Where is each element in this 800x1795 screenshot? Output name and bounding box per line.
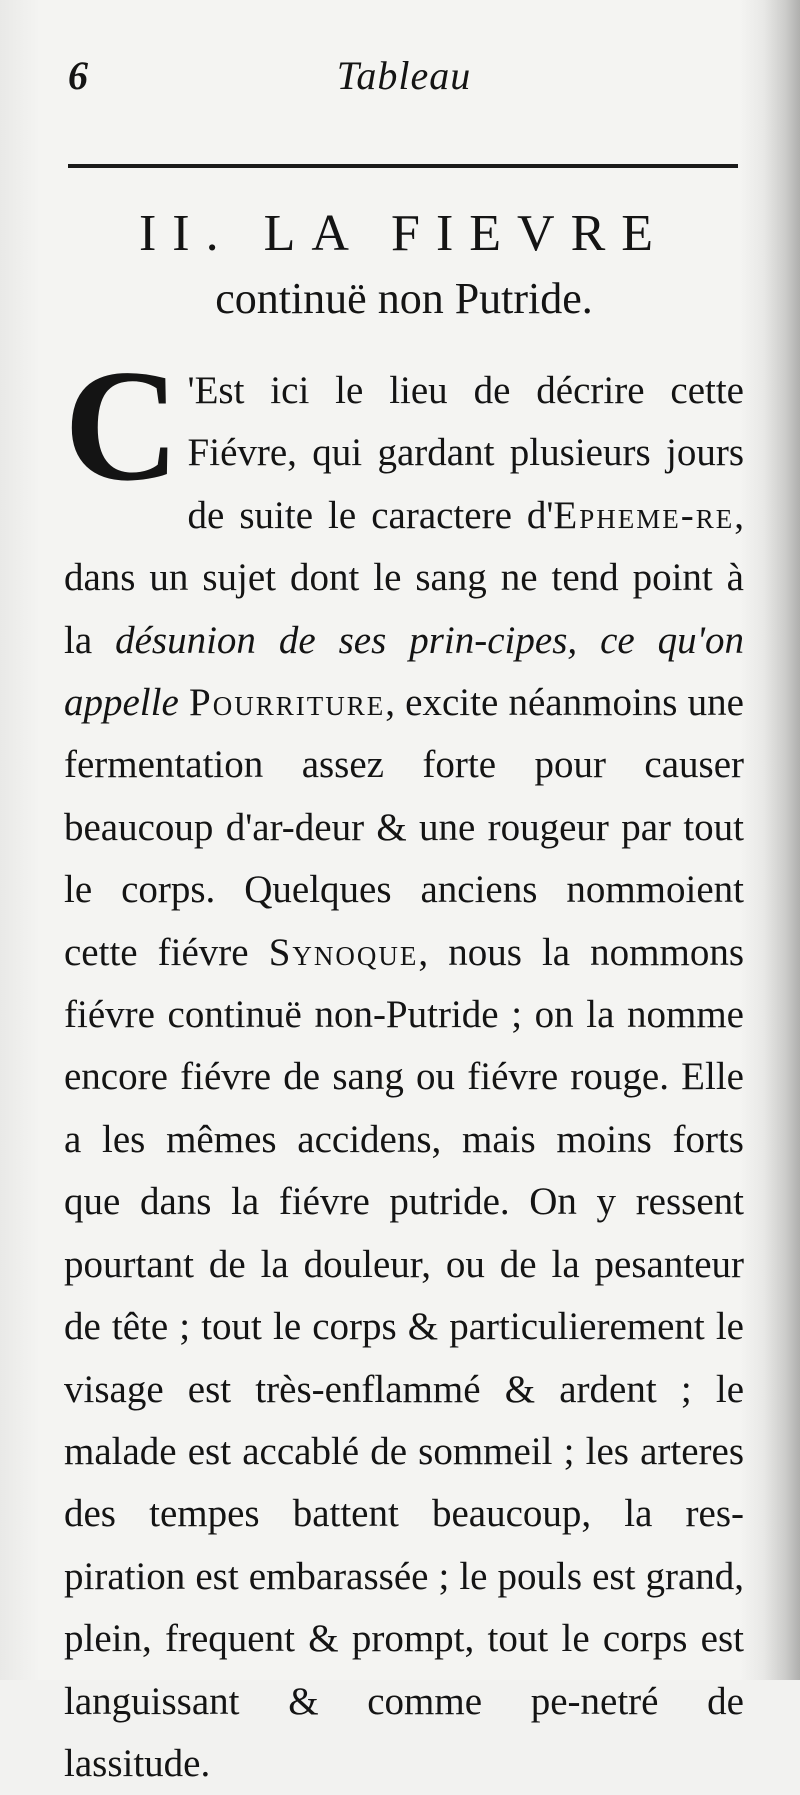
text-segment bbox=[179, 681, 189, 724]
section-subheading: continuë non Putride. bbox=[215, 274, 593, 323]
section-heading: II. LA FIEVRE bbox=[138, 205, 670, 262]
page-gutter-shadow bbox=[764, 0, 800, 1680]
running-head bbox=[68, 52, 740, 108]
body-paragraph bbox=[64, 336, 745, 1795]
term-pourriture: Pourriture bbox=[189, 681, 386, 725]
italic-phrase: désunion de ses prin-cipes, ce qu'on appelle bbox=[64, 618, 744, 725]
term-epheme: Epheme-re bbox=[553, 493, 735, 537]
running-title: Tableau bbox=[336, 53, 472, 98]
text-segment: , excite néanmoins une fermentation assez forte pour causer beaucoup d'ar-deur & une rougeur par tout le corps. Quelques anciens nommoient cette fiévre bbox=[64, 681, 744, 974]
text-segment: 'Est ici le lieu de décrire cette Fiévre, qui gardant plusieurs jours de suite le caractere d' bbox=[187, 369, 744, 537]
header-rule bbox=[68, 164, 738, 168]
text-segment: , nous la nommons fiévre continuë non-Putride ; on la nomme encore fiévre de sang ou fiévre rouge. Elle a les mêmes accidens, mais moins forts que dans la fiévre putride. On y ressent pourtant de la douleur, ou de la pesanteur de tête ; tout le corps & particulierement le visage est très-enflammé & ardent ; le malade est accablé de sommeil ; les arteres des tempes battent beaucoup, la res-piration est embarassée ; le pouls est grand, plein, frequent & prompt, tout le corps est languissant & comme pe-netré de lassitude. bbox=[64, 930, 745, 1785]
page-number: 6 bbox=[68, 53, 88, 98]
drop-cap: C bbox=[64, 336, 180, 514]
term-synoque: Synoque bbox=[268, 930, 419, 974]
text-segment: , dans un sujet dont le sang ne tend point à la bbox=[64, 493, 744, 662]
